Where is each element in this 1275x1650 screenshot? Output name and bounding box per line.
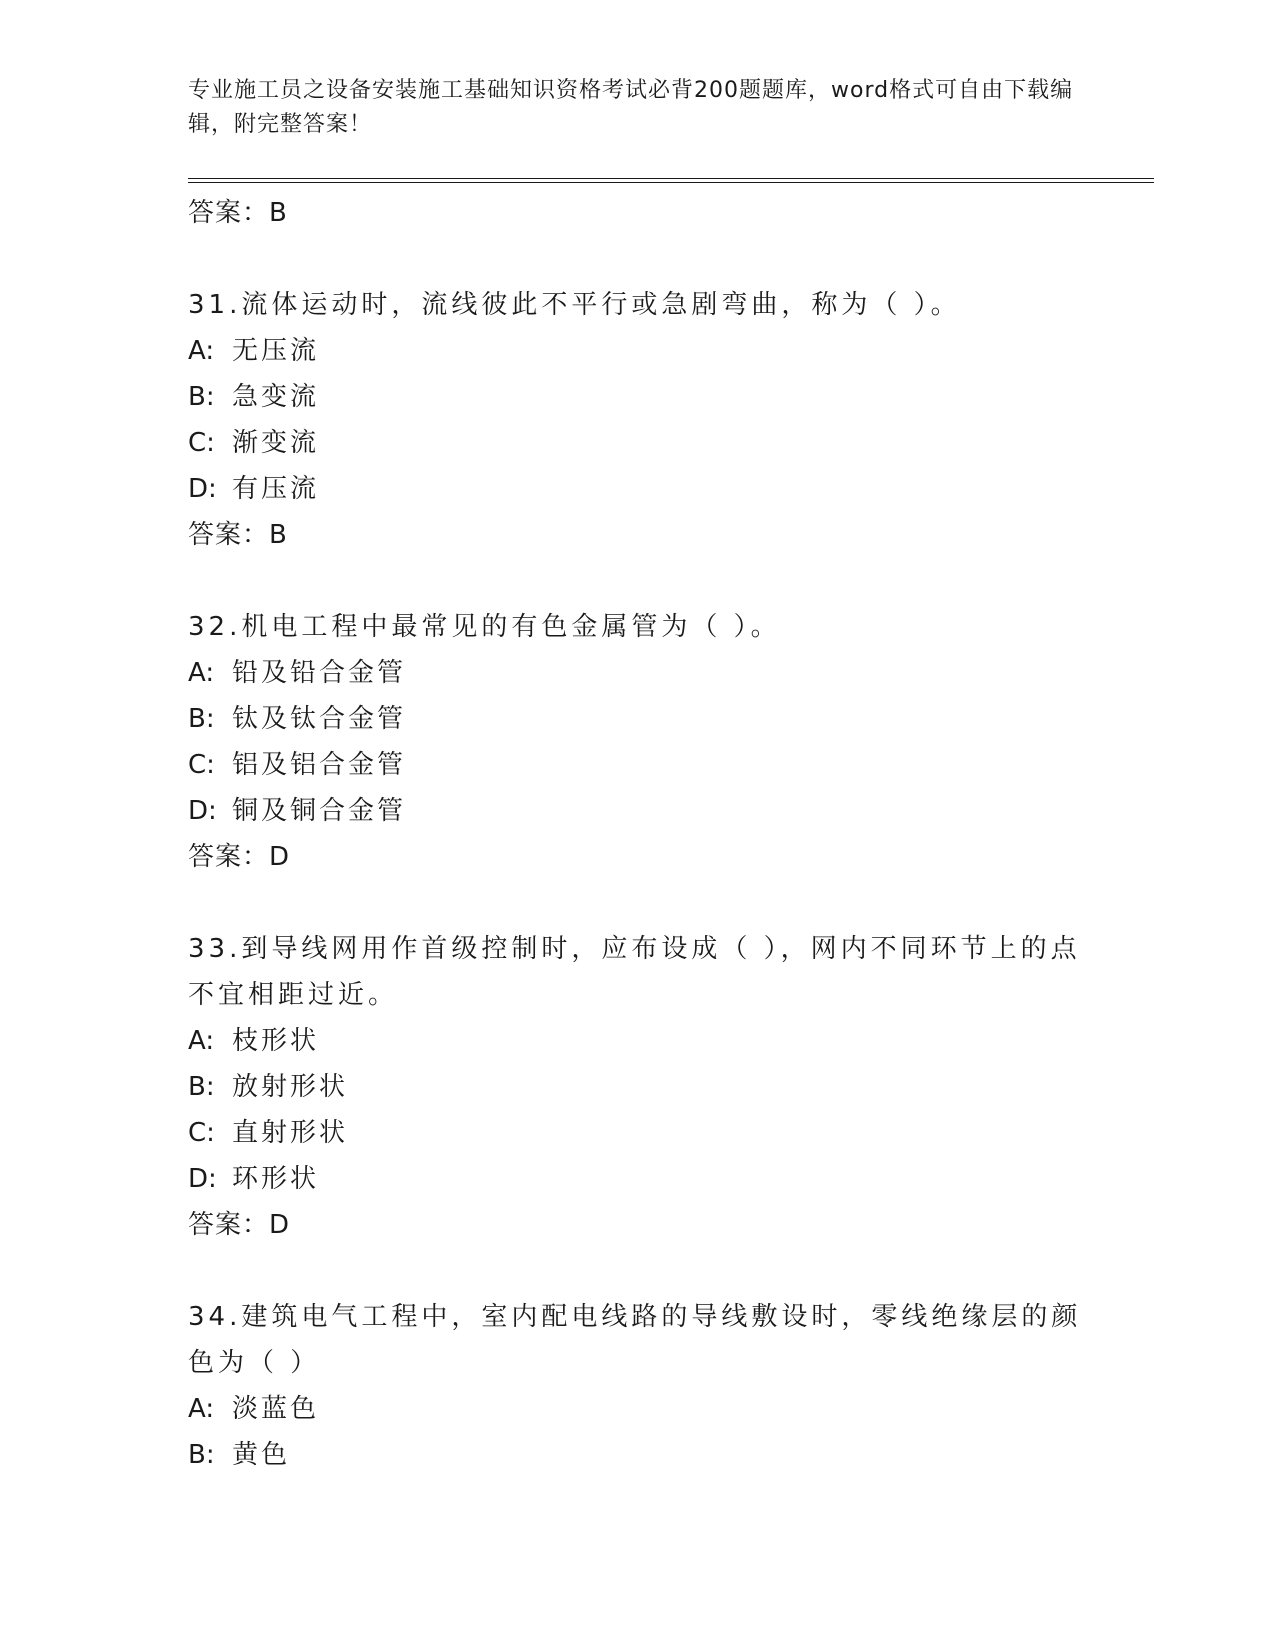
option-d <box>188 788 1088 834</box>
option-letter: B: <box>188 1440 215 1470</box>
option-text: 铝及铝合金管 <box>232 750 407 780</box>
question-31 <box>188 282 1088 558</box>
option-c <box>188 742 1088 788</box>
option-b <box>188 1432 1088 1478</box>
option-letter: D: <box>188 1164 217 1194</box>
answer-line: 答案：D <box>188 1210 291 1240</box>
option-b <box>188 696 1088 742</box>
option-d <box>188 466 1088 512</box>
option-letter: D: <box>188 796 217 826</box>
option-a <box>188 1018 1088 1064</box>
option-letter: B: <box>188 382 215 412</box>
option-letter: B: <box>188 1072 215 1102</box>
option-text: 直射形状 <box>232 1118 349 1148</box>
option-letter: B: <box>188 704 215 734</box>
option-text: 渐变流 <box>232 428 320 458</box>
question-text: 31.流体运动时，流线彼此不平行或急剧弯曲，称为（ ）。 <box>188 290 961 320</box>
option-b <box>188 1064 1088 1110</box>
header-divider-bottom <box>188 182 1154 183</box>
option-text: 黄色 <box>232 1440 291 1470</box>
option-c <box>188 420 1088 466</box>
option-c <box>188 1110 1088 1156</box>
option-letter: C: <box>188 1118 215 1148</box>
option-text: 铅及铅合金管 <box>232 658 407 688</box>
question-33 <box>188 926 1088 1248</box>
question-text: 34.建筑电气工程中，室内配电线路的导线敷设时，零线绝缘层的颜色为（ ） <box>188 1302 1082 1378</box>
option-text: 急变流 <box>232 382 320 412</box>
option-d <box>188 1156 1088 1202</box>
option-letter: C: <box>188 750 215 780</box>
option-text: 放射形状 <box>232 1072 349 1102</box>
option-text: 无压流 <box>232 336 320 366</box>
answer-line: 答案：B <box>188 198 288 228</box>
option-a <box>188 328 1088 374</box>
option-text: 淡蓝色 <box>232 1394 320 1424</box>
option-text: 铜及铜合金管 <box>232 796 407 826</box>
option-letter: A: <box>188 1394 215 1424</box>
option-letter: C: <box>188 428 215 458</box>
option-letter: A: <box>188 336 215 366</box>
answer-line: 答案：D <box>188 842 291 872</box>
answer-line: 答案：B <box>188 520 288 550</box>
document-body <box>188 190 1088 1478</box>
option-a <box>188 650 1088 696</box>
question-32 <box>188 604 1088 880</box>
header-divider-top <box>188 178 1154 179</box>
question-text: 33.到导线网用作首级控制时，应布设成（ ），网内不同环节上的点不宜相距过近。 <box>188 934 1081 1010</box>
option-text: 钛及钛合金管 <box>232 704 407 734</box>
option-text: 有压流 <box>232 474 320 504</box>
option-text: 枝形状 <box>232 1026 320 1056</box>
question-text: 32.机电工程中最常见的有色金属管为（ ）。 <box>188 612 781 642</box>
option-b <box>188 374 1088 420</box>
option-text: 环形状 <box>232 1164 320 1194</box>
option-letter: A: <box>188 1026 215 1056</box>
question-34 <box>188 1294 1088 1478</box>
option-a <box>188 1386 1088 1432</box>
document-header: 专业施工员之设备安装施工基础知识资格考试必背200题题库，word格式可自由下载编辑，附完整答案！ <box>188 78 1074 137</box>
option-letter: A: <box>188 658 215 688</box>
option-letter: D: <box>188 474 217 504</box>
